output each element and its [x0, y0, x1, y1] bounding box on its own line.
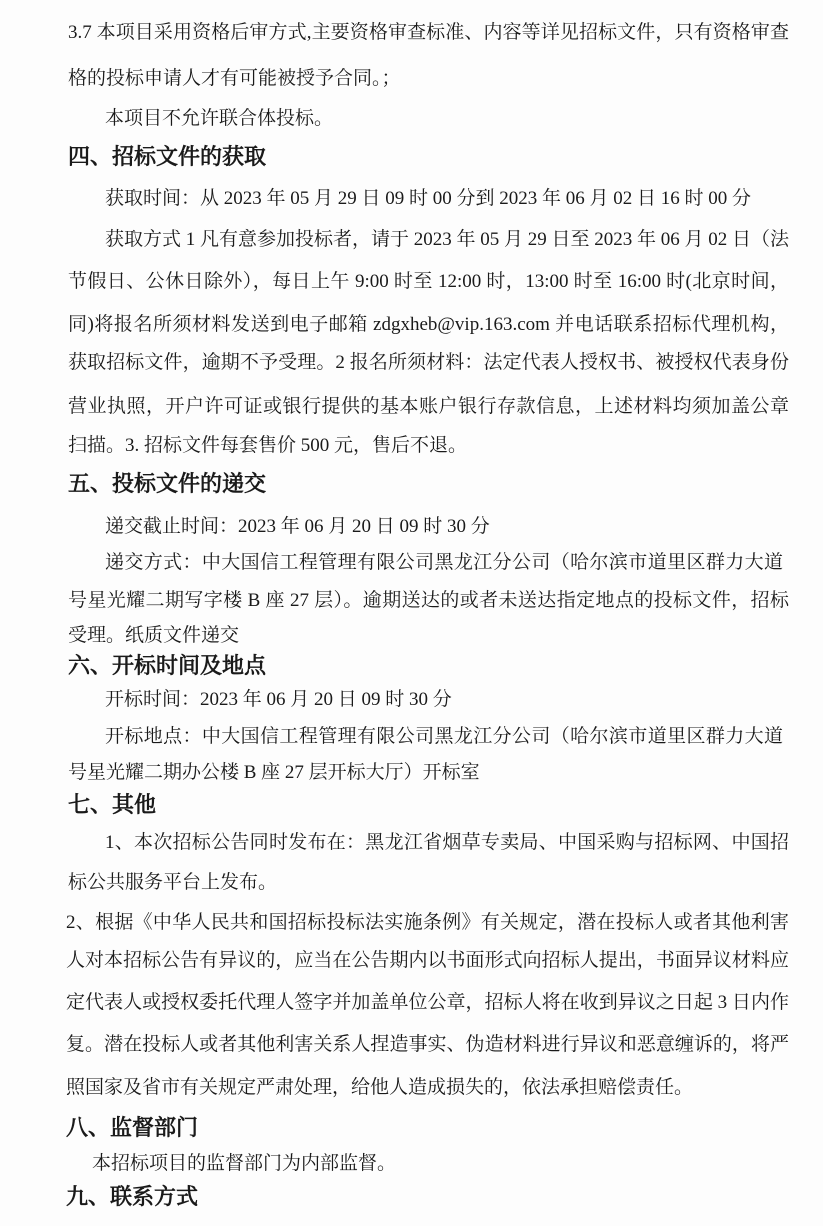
- paragraph-line: 扫描。3. 招标文件每套售价 500 元，售后不退。: [68, 435, 468, 456]
- paragraph-line: 获取招标文件，逾期不予受理。2 报名所须材料：法定代表人授权书、被授权代表身份: [68, 352, 789, 373]
- paragraph-line: 营业执照，开户许可证或银行提供的基本账户银行存款信息，上述材料均须加盖公章: [68, 396, 789, 417]
- section-heading-6: 六、开标时间及地点: [68, 654, 267, 679]
- paragraph-line: 号星光耀二期写字楼 B 座 27 层）。逾期送达的或者未送达指定地点的投标文件，招标: [68, 590, 789, 611]
- paragraph-line: 同)将报名所须材料发送到电子邮箱 zdgxheb@vip.163.com 并电话联系招标代理机构，: [68, 314, 789, 335]
- section-heading-8: 八、监督部门: [66, 1116, 199, 1141]
- section-heading-7: 七、其他: [68, 793, 157, 818]
- paragraph-line: 开标时间：2023 年 06 月 20 日 09 时 30 分: [105, 689, 452, 710]
- paragraph-line: 号星光耀二期办公楼 B 座 27 层开标大厅）开标室: [68, 762, 480, 783]
- section-heading-4: 四、招标文件的获取: [68, 145, 267, 170]
- paragraph-line: 标公共服务平台上发布。: [68, 872, 278, 893]
- paragraph-line: 1、本次招标公告同时发布在：黑龙江省烟草专卖局、中国采购与招标网、中国招: [105, 832, 789, 853]
- section-heading-9: 九、联系方式: [66, 1185, 199, 1210]
- section-heading-5: 五、投标文件的递交: [68, 472, 267, 497]
- paragraph-line: 照国家及省市有关规定严肃处理，给他人造成损失的，依法承担赔偿责任。: [66, 1077, 694, 1098]
- paragraph-line: 递交截止时间：2023 年 06 月 20 日 09 时 30 分: [105, 516, 490, 537]
- paragraph-line: 节假日、公休日除外），每日上午 9:00 时至 12:00 时，13:00 时至 16:00 时(北京时间，: [68, 271, 789, 292]
- paragraph-line: 人对本招标公告有异议的，应当在公告期内以书面形式向招标人提出，书面异议材料应: [66, 950, 789, 971]
- paragraph-line: 本招标项目的监督部门为内部监督。: [92, 1153, 397, 1174]
- paragraph-line: 复。潜在投标人或者其他利害关系人捏造事实、伪造材料进行异议和恶意缠诉的，将严: [66, 1034, 789, 1055]
- paragraph-line: 受理。纸质文件递交: [68, 625, 240, 646]
- paragraph-line: 开标地点：中大国信工程管理有限公司黑龙江分公司（哈尔滨市道里区群力大道: [105, 726, 783, 747]
- paragraph-line: 2、根据《中华人民共和国招标投标法实施条例》有关规定，潜在投标人或者其他利害: [66, 912, 789, 933]
- paragraph-line: 定代表人或授权委托代理人签字并加盖单位公章，招标人将在收到异议之日起 3 日内作: [66, 992, 789, 1013]
- paragraph-line: 获取时间：从 2023 年 05 月 29 日 09 时 00 分到 2023 年 06 月 02 日 16 时 00 分: [105, 188, 752, 209]
- paragraph-line: 3.7 本项目采用资格后审方式,主要资格审查标准、内容等详见招标文件，只有资格审查: [68, 22, 789, 43]
- paragraph-line: 格的投标申请人才有可能被授予合同。；: [68, 68, 401, 89]
- paragraph-line: 本项目不允许联合体投标。: [105, 108, 334, 129]
- paragraph-line: 获取方式 1 凡有意参加投标者，请于 2023 年 05 月 29 日至 2023 年 06 月 02 日（法: [105, 229, 789, 250]
- paragraph-line: 递交方式：中大国信工程管理有限公司黑龙江分公司（哈尔滨市道里区群力大道: [105, 552, 783, 573]
